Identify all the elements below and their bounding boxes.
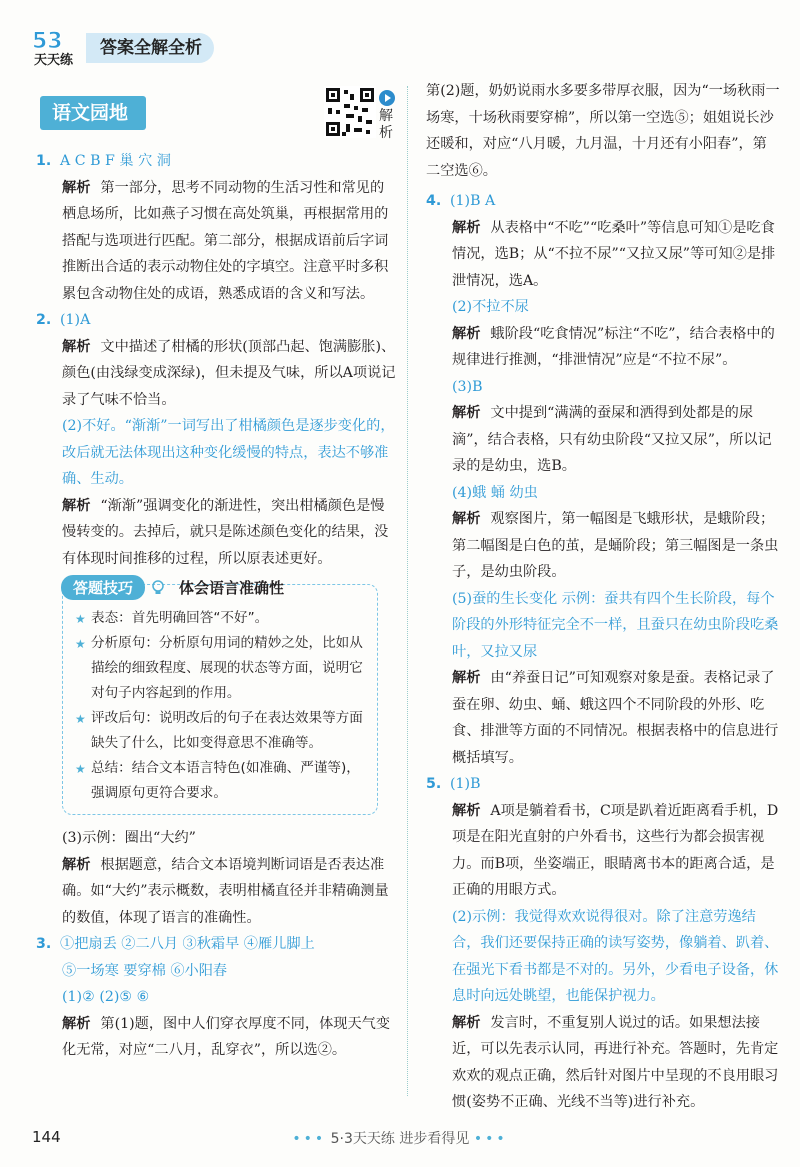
left-column — [36, 96, 396, 1064]
q4-answer-4: (4)蛾 蛹 幼虫 — [452, 484, 538, 501]
lightbulb-icon — [149, 579, 167, 597]
q4-answer-3: (3)B — [452, 378, 483, 395]
q3-answer-line1: 3. ①把扇丢 ②二八月 ③秋霜早 ④雁儿脚上 — [36, 936, 315, 952]
q2-answer-3: (3)示例：圈出“大约” — [62, 830, 196, 846]
q1-answer: 1. A C B F 巢 穴 洞 — [36, 153, 171, 169]
section-title: 语文园地 — [40, 96, 146, 130]
q2-explanation-1: 解析 文中描述了柑橘的形状(顶部凸起、饱满膨胀)、颜色(由浅绿变成深绿)，但未提及气味，所以A项说记录了气味不恰当。 — [62, 338, 396, 408]
tip-title: 体会语言准确性 — [179, 579, 285, 597]
q2-explanation-2: 解析 “渐渐”强调变化的渐进性，突出柑橘颜色是慢慢转变的。去掉后，就只是陈述颜色变化的结果，没有体现时间推移的过程，所以原表述更好。 — [62, 497, 389, 567]
q3-explanation-right: 第(2)题，奶奶说雨水多要多带厚衣服，因为“一场秋雨一场寒，十场秋雨要穿棉”，所以第一空选⑤；姐姐说长沙还暖和，对应“八月暖，九月温，十月还有小阳春”，第二空选⑥。 — [426, 83, 780, 179]
q5-explanation-2: 解析 发言时，不重复别人说过的话。如果想法接近，可以先表示认同，再进行补充。答题时，先肯定欢欢的观点正确，然后针对图片中呈现的不良用眼习惯(姿势不正确、光线不当等)进行补充。 — [452, 1014, 779, 1110]
q3-answer-line3: (1)② (2)⑤ ⑥ — [62, 989, 150, 1005]
qr-code-icon[interactable] — [324, 86, 376, 138]
footer-slogan: ••• 5·3天天练 进步看得见 ••• — [292, 1131, 508, 1147]
q5-answer-1: 5. (1)B — [426, 776, 481, 792]
tip-badge: 答题技巧 — [61, 575, 145, 600]
q2-answer-1: 2. (1)A — [36, 312, 91, 328]
q5-explanation-1: 解析 A项是躺着看书，C项是趴着近距离看手机，D项是在阳光直射的户外看书，这些行为都会损害视力。而B项，坐姿端正，眼睛离书本的距离合适，是正确的用眼方式。 — [452, 802, 779, 898]
q4-explanation-4: 解析 观察图片，第一幅图是飞蛾形状，是蛾阶段；第二幅图是白色的茧，是蛹阶段；第三幅图是一条虫子，是幼虫阶段。 — [452, 511, 779, 580]
star-icon: ★ — [75, 612, 86, 626]
q4-explanation-3: 解析 文中提到“满满的蚕屎和洒得到处都是的尿滴”，结合表格，只有幼虫阶段“又拉又尿”，所以记录的是幼虫，选B。 — [452, 405, 772, 474]
page-number: 144 — [32, 1128, 61, 1146]
tip-item: ★ 分析原句：分析原句用词的精妙之处，比如从描绘的细致程度、展现的状态等方面，说明它对句子内容起到的作用。 — [75, 631, 367, 706]
q3-answer-line2: ⑤一场寒 要穿棉 ⑥小阳春 — [62, 962, 228, 979]
qr-label: 解析 — [379, 108, 393, 141]
tip-item: ★ 评改后句：说明改后的句子在表达效果等方面缺失了什么，比如变得意思不准确等。 — [75, 706, 367, 756]
header-pill: 答案全解全析 — [86, 33, 214, 63]
q4-explanation-1: 解析 从表格中“不吃”“吃桑叶”等信息可知①是吃食情况，选B；从“不拉不尿”“又拉又尿”等可知②是排泄情况，选A。 — [452, 219, 776, 289]
q4-answer-2: (2)不拉不尿 — [452, 299, 529, 315]
star-icon: ★ — [75, 712, 86, 726]
q4-explanation-5: 解析 由“养蚕日记”可知观察对象是蚕。表格记录了蚕在卵、幼虫、蛹、蛾这四个不同阶段的外形、吃食、排泄等方面的不同情况。根据表格中的信息进行概括填写。 — [452, 670, 779, 766]
tip-box — [62, 579, 378, 815]
tip-item: ★ 总结：结合文本语言特色(如准确、严谨等)，强调原句更符合要求。 — [75, 756, 367, 806]
play-icon[interactable] — [379, 90, 395, 106]
brand-logo — [30, 24, 86, 68]
q2-answer-2: (2)不好。“渐渐”一词写出了柑橘颜色是逐步变化的，改后就无法体现出这种变化缓慢的特点，表达不够准确、生动。 — [62, 418, 395, 487]
q2-explanation-3: 解析 根据题意，结合文本语境判断词语是否表达准确。如“大约”表示概数，表明柑橘直径并非精确测量的数值，体现了语言的准确性。 — [62, 856, 389, 926]
star-icon: ★ — [75, 762, 86, 776]
q4-answer-5: (5)蚕的生长变化 示例：蚕共有四个生长阶段，每个阶段的外形特征完全不一样，且蚕只在幼虫阶段吃桑叶，又拉又尿 — [452, 590, 779, 660]
q5-answer-2: (2)示例：我觉得欢欢说得很对。除了注意劳逸结合，我们还要保持正确的读写姿势，像躺着、趴着、在强光下看书都是不对的。另外，少看电子设备，休息时向远处眺望，也能保护视力。 — [452, 908, 779, 1004]
tip-item: ★ 表态：首先明确回答“不好”。 — [75, 606, 367, 631]
q1-explanation: 解析 第一部分，思考不同动物的生活习性和常见的栖息场所，比如燕子习惯在高处筑巢，再根据常用的搭配与选项进行匹配。第二部分，根据成语前后字词推断出合适的表示动物住处的字填空。注意平时多积累包含动物住处的成语，熟悉成语的含义和写法。 — [62, 179, 389, 302]
q4-explanation-2: 解析 蛾阶段“吃食情况”标注“不吃”，结合表格中的规律进行推测，“排泄情况”应是“不拉不尿”。 — [452, 325, 775, 368]
column-divider — [407, 86, 408, 1096]
svg-text:天天练: 天天练 — [34, 53, 74, 68]
q3-explanation-left: 解析 第(1)题，图中人们穿衣厚度不同，体现天气变化无常，对应“二八月，乱穿衣”，所以选②。 — [62, 1015, 391, 1058]
star-icon: ★ — [75, 637, 86, 651]
svg-text:53: 53 — [32, 29, 63, 54]
q4-answer-1: 4. (1)B A — [426, 193, 496, 209]
right-column — [426, 78, 780, 1116]
